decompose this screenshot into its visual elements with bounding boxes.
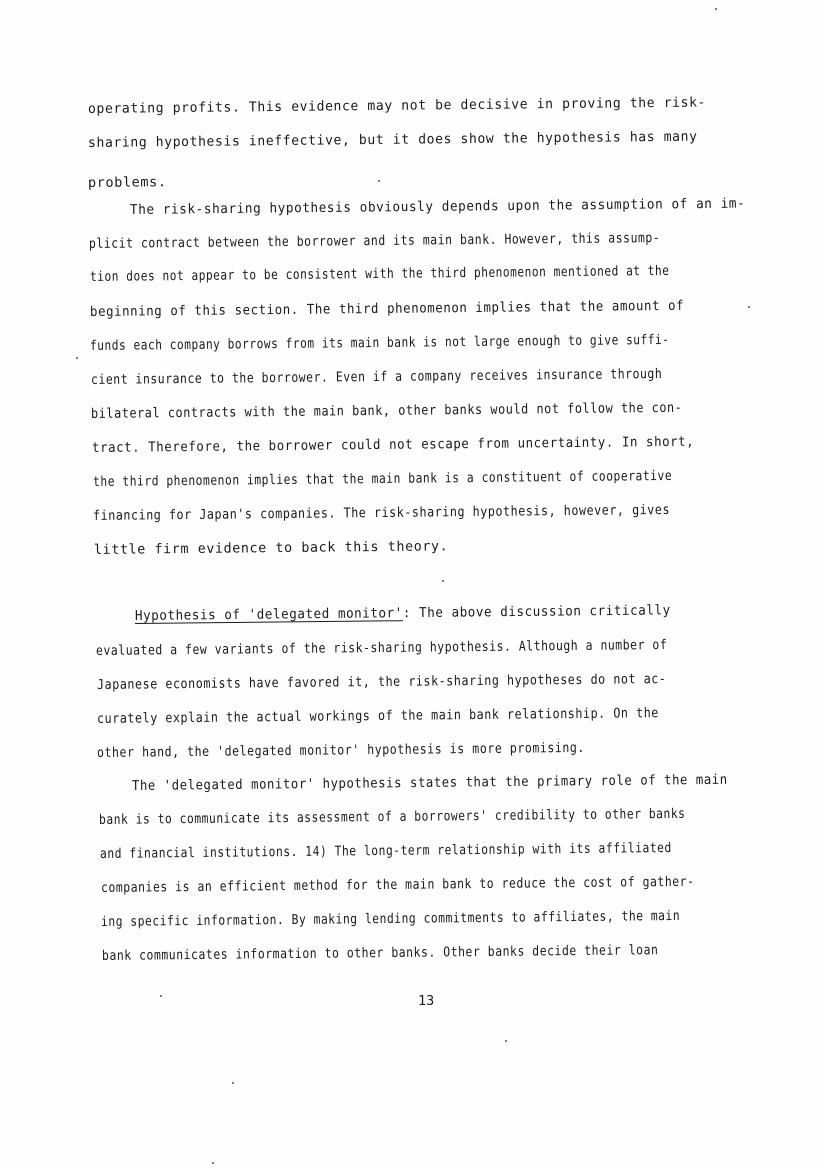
scan-speck	[378, 180, 380, 182]
body-line: bank is to communicate its assessment of a borrowers' credibility to other banks	[98, 805, 686, 828]
body-line: problems.	[87, 174, 167, 191]
page-number: 13	[418, 993, 435, 1009]
body-line: sharing hypothesis ineffective, but it does show the hypothesis has many	[87, 128, 698, 151]
body-line: and financial institutions. 14) The long-term relationship with its affiliated	[99, 840, 672, 862]
body-line: tion does not appear to be consistent with the third phenomenon mentioned at the	[89, 262, 670, 285]
scan-speck	[160, 995, 162, 997]
scan-speck	[505, 1040, 507, 1042]
scan-speck	[748, 306, 750, 308]
body-line: companies is an efficient method for the main bank to reduce the cost of gather-	[100, 873, 695, 896]
scan-speck	[212, 1162, 214, 1164]
body-line: financing for Japan's companies. The risk-sharing hypothesis, however, gives	[92, 501, 671, 524]
body-line: ing specific information. By making lending commitments to affiliates, the main	[100, 907, 681, 930]
body-line: the third phenomenon implies that the main bank is a constituent of cooperative	[92, 467, 673, 490]
body-line: evaluated a few variants of the risk-sharing hypothesis. Although a number of	[95, 637, 668, 659]
scan-speck	[442, 580, 444, 582]
body-line: curately explain the actual workings of the main bank relationship. On the	[96, 705, 659, 727]
body-line: bilateral contracts with the main bank, other banks would not follow the con-	[90, 399, 683, 422]
body-line: other hand, the 'delegated monitor' hypothesis is more promising.	[96, 739, 585, 761]
body-line: beginning of this section. The third phenomenon implies that the amount of	[89, 297, 685, 320]
body-line: cient insurance to the borrower. Even if a company receives insurance through	[90, 366, 663, 388]
scan-speck	[76, 357, 78, 359]
body-line: Japanese economists have favored it, the risk-sharing hypotheses do not ac-	[96, 671, 667, 693]
body-line: bank communicates information to other banks. Other banks decide their loan	[101, 942, 659, 964]
body-line: operating profits. This evidence may not be decisive in proving the risk-	[87, 94, 707, 117]
section-heading-line	[135, 602, 671, 624]
body-line: plicit contract between the borrower and its main bank. However, this assump-	[88, 230, 661, 252]
scan-speck	[715, 8, 717, 10]
section-heading-tail: : The above discussion critically	[402, 602, 671, 622]
body-line: tract. Therefore, the borrower could not escape from uncertainty. In short,	[91, 433, 695, 456]
section-heading: Hypothesis of 'delegated monitor'	[134, 605, 403, 624]
body-line: funds each company borrows from its main bank is not large enough to give suffi-	[89, 331, 670, 354]
body-line: little firm evidence to back this theory.	[93, 538, 449, 558]
body-line: The 'delegated monitor' hypothesis states that the primary role of the main	[131, 771, 728, 794]
scan-speck	[232, 1082, 234, 1084]
body-line: The risk-sharing hypothesis obviously depends upon the assumption of an im-	[129, 195, 746, 218]
